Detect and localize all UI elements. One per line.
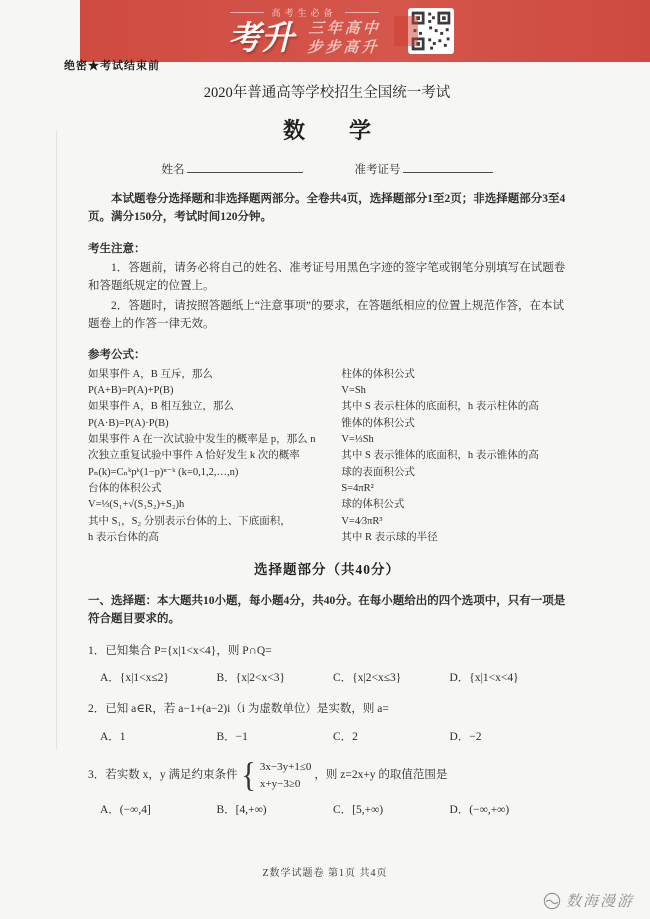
formula-line: Pₙ(k)=Cₙᵏpᵏ(1−p)ⁿ⁻ᵏ (k=0,1,2,…,n): [88, 466, 239, 478]
watermark-logo-icon: [543, 892, 561, 910]
formula-line: 如果事件 A，B 互斥，那么: [88, 368, 213, 380]
question-stem-post: ，则 z=2x+y 的取值范围是: [314, 769, 448, 782]
name-blank-line: [187, 160, 303, 173]
formula-line: V=4⁄3πR³: [341, 515, 383, 527]
formula-line: 球的体积公式: [341, 499, 405, 511]
formula-line: 其中 S 表示柱体的底面积，h 表示柱体的高: [341, 401, 539, 413]
candidate-notice: [88, 240, 566, 334]
paper-content: [88, 82, 566, 819]
admission-label: 准考证号: [354, 164, 401, 177]
banner-tagline: [230, 6, 379, 19]
question-2: [88, 700, 566, 746]
watermark: [543, 890, 634, 911]
admission-field: [355, 160, 493, 179]
formula-grid: [88, 367, 566, 546]
formula-line: 其中 S₁，S₂ 分别表示台体的上、下底面积，: [88, 515, 291, 527]
name-field: [162, 160, 303, 179]
constraint-line: 3x−3y+1≤0: [259, 761, 312, 774]
constraint-line: x+y−3≥0: [259, 777, 301, 790]
option-c: C．[5,+∞): [333, 804, 384, 817]
option-c: C．{x|2<x≤3}: [333, 671, 402, 684]
ad-banner: [80, 0, 650, 62]
formula-line: 其中 R 表示球的半径: [341, 531, 438, 543]
formula-column-left: [88, 367, 341, 546]
formula-line: 次独立重复试验中事件 A 恰好发生 k 次的概率: [88, 450, 300, 462]
question-stem: 2．已知 a∈R，若 a−1+(a−2)i（i 为虚数单位）是实数，则 a=: [88, 703, 389, 716]
notice-item: 2．答题时，请按照答题纸上“注意事项”的要求，在答题纸相应的位置上规范作答，在本试题卷上的作答一律无效。: [88, 299, 564, 331]
banner-tagline-text: 高考生必备: [271, 8, 337, 19]
page-footer: Z数学试题卷 第1页 共4页: [262, 868, 388, 879]
formula-line: 台体的体积公式: [88, 482, 162, 494]
option-a: A．(−∞,4]: [100, 804, 151, 817]
option-d: D．−2: [449, 730, 482, 743]
qr-red-overlay: [394, 16, 418, 46]
formulas-heading: 参考公式：: [88, 348, 146, 361]
question-1: [88, 642, 566, 688]
scan-edge: [56, 130, 57, 750]
formula-line: h 表示台体的高: [88, 531, 159, 543]
formula-column-right: [341, 367, 566, 546]
question-stem-pre: 3．若实数 x，y 满足约束条件: [88, 769, 238, 782]
banner-slogan: [307, 20, 382, 58]
option-b: B．[4,+∞): [216, 804, 267, 817]
banner-slogan-line1: 三年高中: [308, 21, 382, 38]
option-b: B．−1: [216, 730, 248, 743]
question-3: [88, 756, 566, 819]
formula-line: 其中 S 表示锥体的底面积，h 表示锥体的高: [341, 450, 539, 462]
subject-title: 数 学: [282, 118, 371, 144]
exam-title: 2020年普通高等学校招生全国统一考试: [203, 85, 451, 101]
formula-line: P(A·B)=P(A)·P(B): [88, 417, 169, 429]
formula-line: P(A+B)=P(A)+P(B): [88, 385, 174, 397]
formula-line: 球的表面积公式: [341, 466, 415, 478]
section-directions: 一、选择题：本大题共10小题，每小题4分，共40分。在每小题给出的四个选项中，只有一项是符合题目要求的。: [88, 594, 566, 626]
system-brace: {: [241, 756, 256, 794]
formula-line: V=Sh: [341, 385, 366, 397]
name-label: 姓名: [161, 164, 185, 177]
banner-slogan-line2: 步步高升: [306, 40, 380, 56]
question-options: [88, 728, 566, 746]
secrecy-notice: 绝密★考试结束前: [64, 60, 160, 72]
option-d: D．(−∞,+∞): [449, 804, 510, 817]
question-stem: [88, 756, 566, 794]
question-stem: 1．已知集合 P={x|1<x<4}，则 P∩Q=: [88, 644, 272, 657]
tagline-decor-line: [230, 12, 264, 13]
formula-line: 锥体的体积公式: [341, 417, 415, 429]
formula-line: S=4πR²: [341, 482, 374, 494]
formula-line: 柱体的体积公式: [341, 368, 415, 380]
candidate-info-row: [88, 160, 566, 179]
admission-blank-line: [403, 160, 493, 173]
formula-line: 如果事件 A 在一次试验中发生的概率是 p，那么 n: [88, 434, 316, 446]
option-d: D．{x|1<x<4}: [449, 671, 519, 684]
notice-item: 1．答题前，请务必将自己的姓名、准考证号用黑色字迹的签字笔或钢笔分别填写在试题卷和答题纸规定的位置上。: [88, 261, 566, 293]
option-c: C．2: [333, 730, 358, 743]
qr-code: [408, 8, 454, 54]
paper-intro: 本试题卷分选择题和非选择题两部分。全卷共4页，选择题部分1至2页；非选择题部分3至4页。满分150分，考试时间120分钟。: [88, 192, 566, 224]
option-a: A．{x|1<x≤2}: [100, 671, 169, 684]
reference-formulas: [88, 346, 566, 547]
option-b: B．{x|2<x<3}: [216, 671, 285, 684]
banner-row: [228, 20, 380, 58]
constraint-system: [260, 759, 311, 792]
formula-line: V=⅓Sh: [341, 434, 374, 446]
ad-banner-logo-group: [228, 4, 380, 58]
question-options: [88, 669, 566, 687]
formula-line: 如果事件 A，B 相互独立，那么: [88, 401, 234, 413]
formula-line: V=⅓(S₁+√(S₁S₂)+S₂)h: [88, 499, 185, 511]
option-a: A．1: [100, 730, 126, 743]
notice-heading: 考生注意：: [88, 242, 146, 255]
watermark-text: 数海漫游: [565, 894, 634, 910]
tagline-decor-line: [345, 12, 379, 13]
banner-brand-logo: 考升: [228, 20, 294, 57]
section-title: 选择题部分（共40分）: [254, 562, 400, 578]
question-options: [88, 801, 566, 819]
